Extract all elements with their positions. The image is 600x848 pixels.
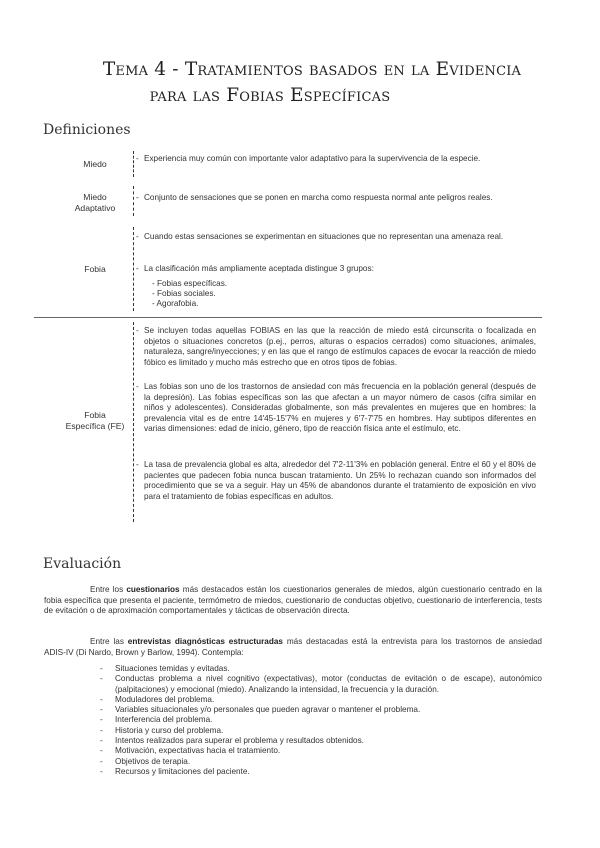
definition-item: - Experiencia muy común con importante valor adaptativo para la supervivencia de la especie. — [136, 154, 481, 163]
page-title-line-2: para las Fobias Específicas — [149, 85, 391, 106]
label-fobia: Fobia — [84, 264, 106, 274]
divider-line — [133, 322, 134, 522]
definition-item: - Las fobias son uno de los trastornos de ansiedad con más frecuencia en la población general (después de la depresión). Las fobias específicas son las que afectan a un mayor número de casos (cifra similar en niños y adolescentes). Consideradas globalmente, son más prevalentes en mujeres que en hombres: la prevalencia vital es de entre 14'45-15'7% en mujeres y 6'7-7'75 en hombres. Hay subtipos diferentes en varias dimensiones: edad de inicio, género, tipo de reacción física ante el estímulo, etc. — [136, 382, 536, 434]
label-miedo-adaptativo: Miedo Adaptativo — [74, 192, 116, 213]
list-item: - Motivación, expectativas hacia el tratamiento. — [100, 746, 542, 756]
list-item: - Intentos realizados para superar el problema y resultados obtenidos. — [100, 736, 542, 746]
list-item: - Historia y curso del problema. — [100, 726, 542, 736]
list-item: - Objetivos de terapia. — [100, 757, 542, 767]
divider-line — [133, 227, 134, 311]
list-item: - Moduladores del problema. — [100, 695, 542, 705]
definition-item: - La tasa de prevalencia global es alta, alrededor del 7'2-11'3% en población general. Entre el 60 y el 80% de pacientes que padecen fobia nunca buscan tratamiento. Un 25% lo rechazan cuando son informados del procedimiento que se va a seguir. Hay un 45% de abandonos durante el tratamiento de exposición en vivo para el tratamiento de fobias específicas en adultos. — [136, 460, 536, 501]
page-title: Tema 4 - Tratamientos basados en la Evidencia — [102, 59, 522, 80]
definition-item: - La clasificación más ampliamente aceptada distingue 3 grupos: — [136, 264, 374, 273]
paragraph-cuestionarios: Entre los cuestionarios más destacados están los cuestionarios generales de miedos, algún cuestionario centrado en la fobia específica que presenta el paciente, termómetro de miedos, cuestionario de conductas objetivo, cuestionario de interferencia, tests de evitación o de aproximación comportamentales y tácticas de observación directa. — [44, 585, 542, 615]
definition-item: - Se incluyen todas aquellas FOBIAS en las que la reacción de miedo está circunscrita o focalizada en objetos o situaciones concretos (p.ej., perros, alturas o espacios cerrados) como situaciones, animales, naturaleza, sangre/inyecciones; y en las que el rango de estímulos capaces de evocar la reacción de miedo fóbico es limitado y mucho más estrecho que en otros tipos de fobias. — [136, 326, 536, 367]
definition-item: - Cuando estas sensaciones se experimentan en situaciones que no representan una amenaza real. — [136, 232, 504, 241]
paragraph-entrevistas: Entre las entrevistas diagnósticas estructuradas más destacadas está la entrevista para los trastornos de ansiedad ADIS-IV (Di Nardo, Brown y Barlow, 1994). Contempla: — [44, 637, 542, 657]
label-miedo: Miedo — [83, 159, 107, 169]
subitem-fobias-especificas: - Fobias específicas. — [152, 279, 228, 288]
adis-list — [100, 664, 542, 777]
label-fobia-especifica: Fobia Específica (FE) — [65, 410, 125, 431]
list-item: - Recursos y limitaciones del paciente. — [100, 767, 542, 777]
definition-item: - Conjunto de sensaciones que se ponen en marcha como respuesta normal ante peligros reales. — [136, 193, 493, 202]
list-item: - Situaciones temidas y evitadas. — [100, 664, 542, 674]
subitem-agorafobia: - Agorafobia. — [152, 299, 199, 308]
subitem-fobias-sociales: - Fobias sociales. — [152, 289, 216, 298]
section-heading-evaluacion: Evaluación — [43, 556, 122, 572]
horizontal-rule — [34, 317, 542, 318]
list-item: - Variables situacionales y/o personales que pueden agravar o mantener el problema. — [100, 705, 542, 715]
divider-line — [133, 186, 134, 216]
section-heading-definiciones: Definiciones — [43, 122, 131, 138]
list-item: - Conductas problema a nivel cognitivo (expectativas), motor (conductas de evitación o de escape), autonómico (palpitaciones) y emocional (miedo). Analizando la intensidad, la frecuencia y la duración. — [100, 674, 542, 695]
list-item: - Interferencia del problema. — [100, 715, 542, 725]
divider-line — [133, 151, 134, 177]
